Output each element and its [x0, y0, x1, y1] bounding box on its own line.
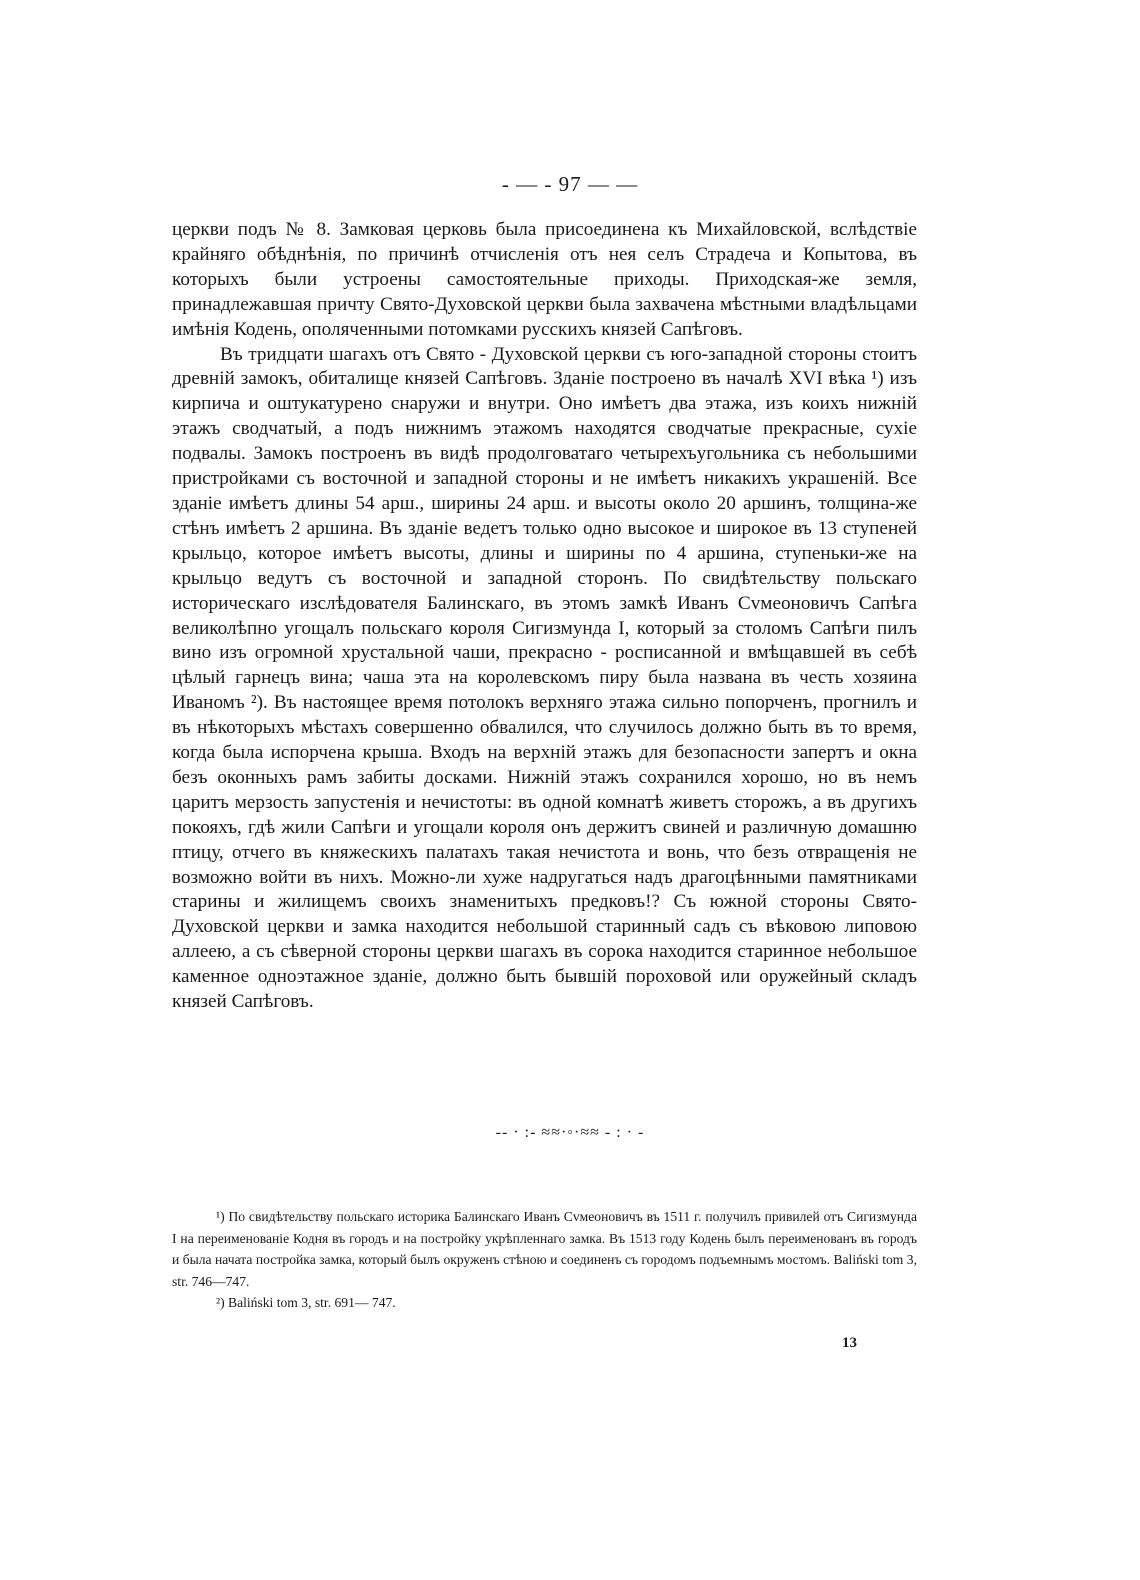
- footnote-1-marker: ¹): [216, 1209, 225, 1224]
- signature-mark: 13: [842, 1335, 857, 1351]
- footnote-1-text: По свидѣтельству польскаго историка Балинскаго Иванъ Сvмеоновичъ въ 1511 г. получилъ привилей отъ Сигизмунда I на переименованіе Кодня въ городъ и на постройку укрѣпленнаго замка. Въ 1513 году Кодень былъ переименованъ въ городъ и была начата постройка замка, который былъ окруженъ стѣною и соединенъ съ городомъ подъемнымъ мостомъ. Baliński tom 3, str. 746—747.: [172, 1209, 917, 1289]
- footnote-2-text: Baliński tom 3, str. 691— 747.: [228, 1295, 396, 1311]
- footnotes: [172, 1206, 917, 1314]
- paragraph-1: церкви подъ № 8. Замковая церковь была присоединена къ Михайловской, вслѣдствіе крайняго обѣднѣнія, по причинѣ отчисленія отъ нея селъ Страдеча и Копытова, въ которыхъ были устроены самостоятельные приходы. Приходская-же земля, принадлежавшая причту Свято-Духовской церкви была захвачена мѣстными владѣльцами имѣнія Кодень, ополяченными потомками русскихъ князей Сапѣговъ.: [172, 219, 917, 340]
- footnote-2-marker: ²): [216, 1295, 225, 1311]
- page-number: - — - 97 — —: [501, 172, 639, 196]
- footnote-2: [172, 1292, 917, 1314]
- section-ornament: -- · :- ≈≈·◦·≈≈ - : · -: [495, 1124, 645, 1141]
- footnote-1: [172, 1206, 917, 1292]
- paragraph-2: Въ тридцати шагахъ отъ Свято - Духовской церкви съ юго-западной стороны стоитъ древній замокъ, обиталище князей Сапѣговъ. Зданіе построено въ началѣ XVI вѣка ¹) изъ кирпича и оштукатурено снаружи и внутри. Оно имѣетъ два этажа, изъ коихъ нижній этажъ сводчатый, а подъ нижнимъ этажомъ находятся сводчатые прекрасные, сухіе подвалы. Замокъ построенъ въ видѣ продолговатаго четырехъугольника съ небольшими пристройками съ восточной и западной стороны и не имѣетъ никакихъ украшеній. Все зданіе имѣетъ длины 54 арш., ширины 24 арш. и высоты около 20 аршинъ, толщина-же стѣнъ имѣетъ 2 аршина. Въ зданіе ведетъ только одно высокое и широкое въ 13 ступеней крыльцо, которое имѣетъ высоты, длины и ширины по 4 аршина, ступеньки-же на крыльцо ведутъ съ восточной и западной сторонъ. По свидѣтельству польскаго историческаго изслѣдователя Балинскаго, въ этомъ замкѣ Иванъ Сvмеоновичъ Сапѣга великолѣпно угощалъ польскаго короля Сигизмунда I, который за столомъ Сапѣги пилъ вино изъ огромной хрустальной чаши, прекрасно - росписанной и вмѣщавшей въ себѣ цѣлый гарнецъ вина; чаша эта на королевскомъ пиру была названа въ честь хозяина Иваномъ ²). Въ настоящее время потолокъ верхняго этажа сильно попорченъ, прогнилъ и въ нѣкоторыхъ мѣстахъ совершенно обвалился, что случилось должно быть въ то время, когда была испорчена крыша. Входъ на верхній этажъ для безопасности запертъ и окна безъ оконныхъ рамъ забиты досками. Нижній этажъ сохранился хорошо, но въ немъ царитъ мерзость запустенія и нечистоты: въ одной комнатѣ живетъ сторожъ, а въ другихъ покояхъ, гдѣ жили Сапѣги и угощали короля онъ держитъ свиней и различную домашню птицу, отчего въ княжескихъ палатахъ такая нечистота и вонь, что безъ отвращенія не возможно войти въ нихъ. Можно-ли хуже надругаться надъ драгоцѣнными памятниками старины и жилищемъ своихъ знаменитыхъ предковъ!? Съ южной стороны Свято-Духовской церкви и замка находится небольшой старинный садъ съ вѣковою липовою аллеею, а съ сѣверной стороны церкви шагахъ въ сорока находится старинное небольшое каменное одноэтажное зданіе, должно быть бывшій пороховой или оружейный складъ князей Сапѣговъ.: [172, 343, 917, 1013]
- main-text: [172, 218, 917, 1015]
